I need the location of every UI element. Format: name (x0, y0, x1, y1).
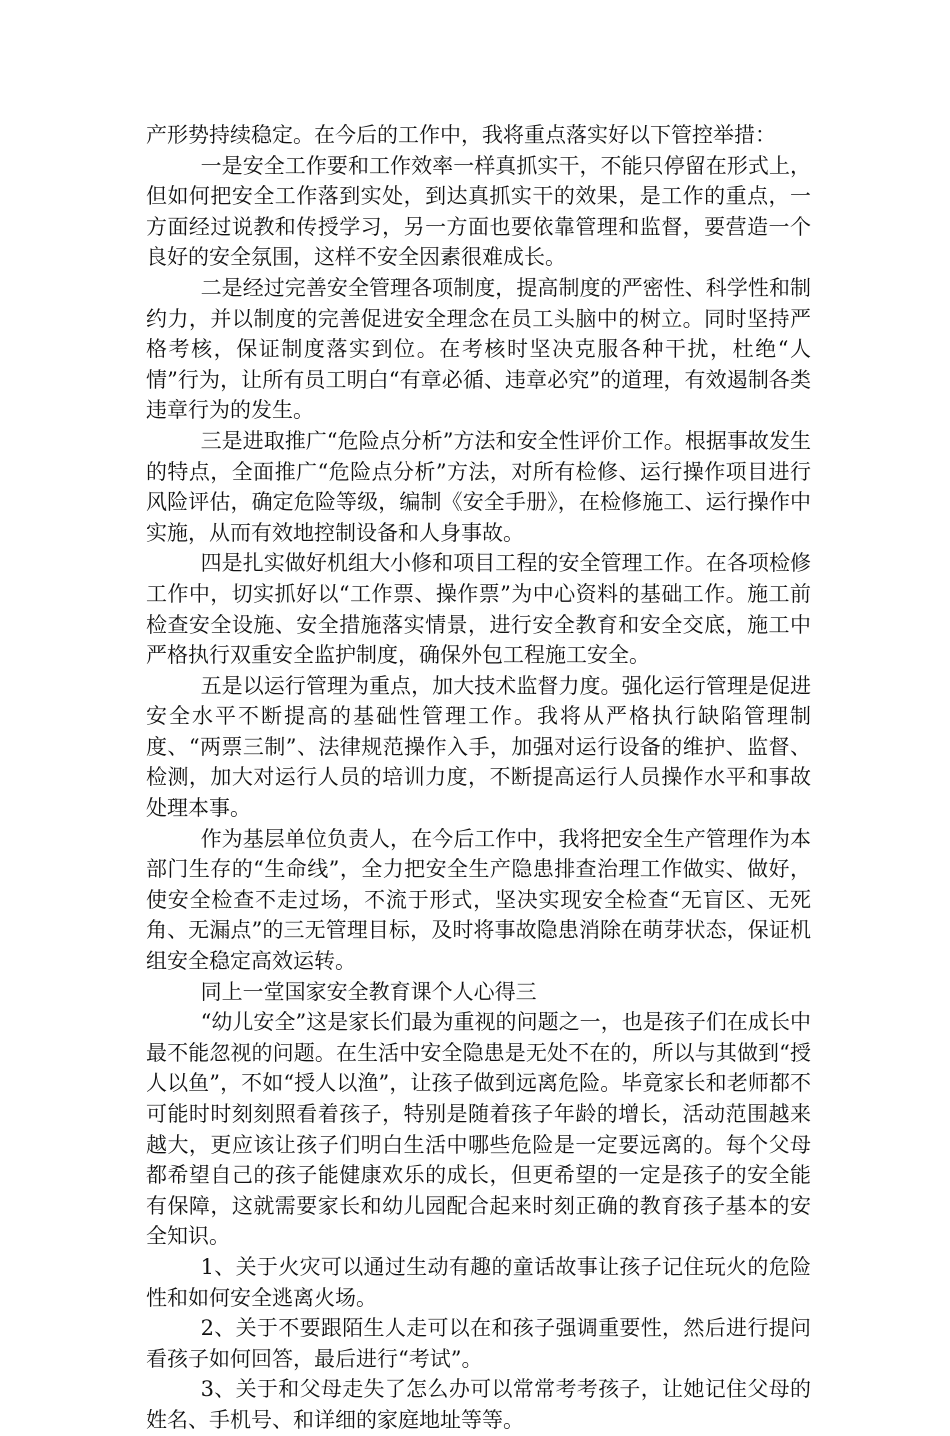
paragraph-measure-3: 三是进取推广“危险点分析”方法和安全性评价工作。根据事故发生的特点，全面推广“危险点分析”方法，对所有检修、运行操作项目进行风险评估，确定危险等级，编制《安全手册》，在检修施工、运行操作中实施，从而有效地控制设备和人身事故。 (146, 428, 811, 545)
paragraph-measure-2: 二是经过完善安全管理各项制度，提高制度的严密性、科学性和制约力，并以制度的完善促进安全理念在员工头脑中的树立。同时坚持严格考核，保证制度落实到位。在考核时坚决克服各种干扰，杜绝“人情”行为，让所有员工明白“有章必循、违章必究”的道理，有效遏制各类违章行为的发生。 (146, 275, 811, 423)
paragraph-measure-1: 一是安全工作要和工作效率一样真抓实干，不能只停留在形式上，但如何把安全工作落到实处，到达真抓实干的效果，是工作的重点，一方面经过说教和传授学习，另一方面也要依靠管理和监督，要营造一个良好的安全氛围，这样不安全因素很难成长。 (146, 153, 811, 270)
paragraph-measure-4: 四是扎实做好机组大小修和项目工程的安全管理工作。在各项检修工作中，切实抓好以“工作票、操作票”为中心资料的基础工作。施工前检查安全设施、安全措施落实情景，进行安全教育和安全交底，施工中严格执行双重安全监护制度，确保外包工程施工安全。 (146, 551, 811, 668)
paragraph-measure-5: 五是以运行管理为重点，加大技术监督力度。强化运行管理是促进安全水平不断提高的基础性管理工作。我将从严格执行缺陷管理制度、“两票三制”、法律规范操作入手，加强对运行设备的维护、监督、检测，加大对运行人员的培训力度，不断提高运行人员操作水平和事故处理本事。 (146, 673, 811, 821)
paragraph-tip-3: 3、关于和父母走失了怎么办可以常常考考孩子，让她记住父母的姓名、手机号、和详细的家庭地址等等。 (146, 1377, 811, 1432)
section-heading: 同上一堂国家安全教育课个人心得三 (200, 979, 537, 1004)
paragraph-child-safety: “幼儿安全”这是家长们最为重视的问题之一，也是孩子们在成长中最不能忽视的问题。在生活中安全隐患是无处不在的，所以与其做到“授人以鱼”，不如“授人以渔”，让孩子做到远离危险。毕竟家长和老师都不可能时时刻刻照看着孩子，特别是随着孩子年龄的增长，活动范围越来越大，更应该让孩子们明白生活中哪些危险是一定要远离的。每个父母都希望自己的孩子能健康欢乐的成长，但更希望的一定是孩子的安全能有保障，这就需要家长和幼儿园配合起来时刻正确的教育孩子基本的安全知识。 (146, 1010, 811, 1249)
paragraph-tip-1: 1、关于火灾可以通过生动有趣的童话故事让孩子记住玩火的危险性和如何安全逃离火场。 (146, 1254, 811, 1310)
paragraph-tip-2: 2、关于不要跟陌生人走可以在和孩子强调重要性，然后进行提问看孩子如何回答，最后进行“考试”。 (146, 1316, 811, 1371)
paragraph-conclusion: 作为基层单位负责人，在今后工作中，我将把安全生产管理作为本部门生存的“生命线”，全力把安全生产隐患排查治理工作做实、做好，使安全检查不走过场，不流于形式，坚决实现安全检查“无盲区、无死角、无漏点”的三无管理目标，及时将事故隐患消除在萌芽状态，保证机组安全稳定高效运转。 (146, 826, 811, 974)
paragraph-intro: 产形势持续稳定。在今后的工作中，我将重点落实好以下管控举措： (146, 123, 776, 147)
document-body (146, 120, 811, 1436)
